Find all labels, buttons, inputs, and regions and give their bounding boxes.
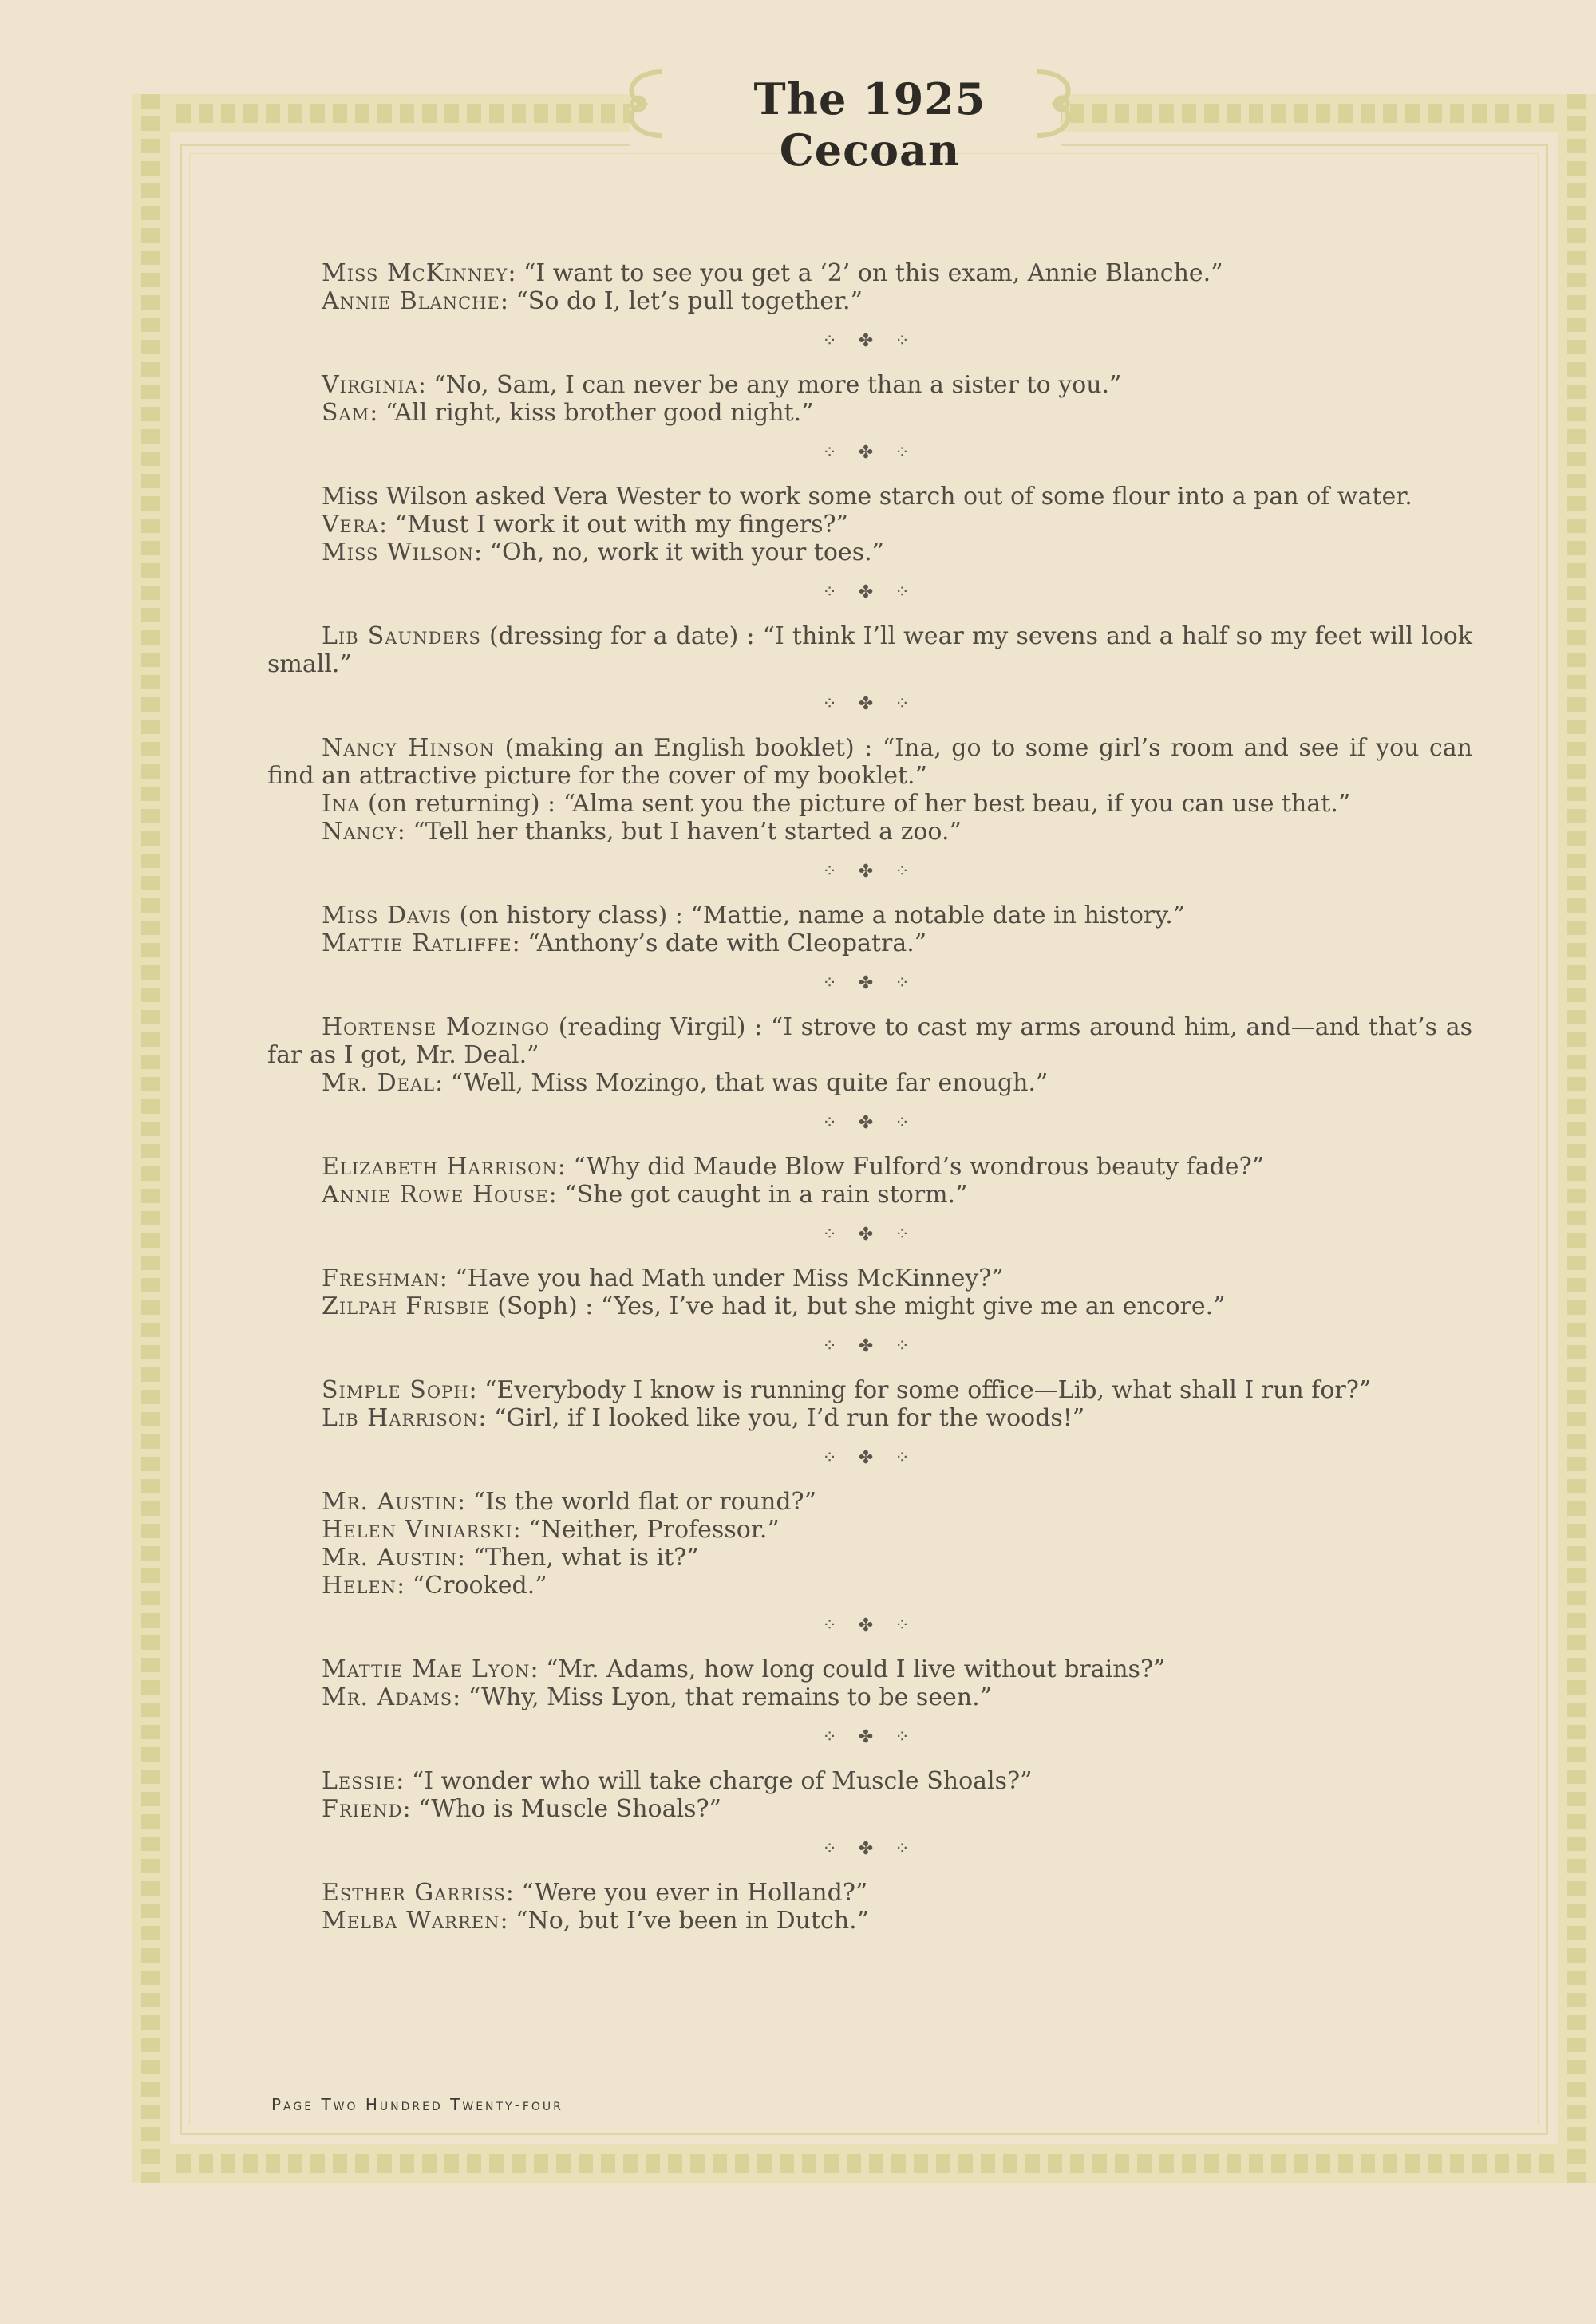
speaker-name: Virginia — [322, 371, 418, 399]
speaker-name: Ina — [322, 790, 361, 818]
dialogue-text: : “No, Sam, I can never be any more than a sister to you.” — [417, 371, 1122, 399]
speaker-name: Sam — [322, 399, 370, 427]
speaker-name: Miss Wilson — [322, 539, 475, 566]
speaker-name: Lessie — [322, 1767, 397, 1795]
dialogue-text: : “So do I, let’s pull together.” — [500, 287, 863, 315]
dialogue-text: (dressing for a date) : “I think I’ll wear my sevens and a half so my feet will look small.” — [267, 622, 1472, 678]
dialogue-entry — [267, 1013, 1472, 1097]
dialogue-text: (on history class) : “Mattie, name a notable date in history.” — [451, 902, 1186, 929]
speaker-name: Nancy — [322, 818, 397, 846]
dialogue-entry — [267, 1376, 1472, 1432]
dialogue-entry — [267, 1767, 1472, 1823]
dialogue-text: : “Who is Muscle Shoals?” — [402, 1795, 721, 1823]
dialogue-text: : “Everybody I know is running for some office—Lib, what shall I run for?” — [468, 1376, 1372, 1404]
dialogue-entry — [267, 902, 1472, 957]
dialogue-text: : “Crooked.” — [397, 1572, 547, 1600]
dialogue-line — [267, 1795, 1472, 1823]
dialogue-line — [267, 1404, 1472, 1432]
ornament-separator-icon: ⁘ ✤ ⁘ — [822, 694, 918, 714]
speaker-name: Nancy Hinson — [322, 734, 496, 762]
dialogue-line — [267, 511, 1472, 539]
dialogue-line — [267, 1879, 1472, 1907]
dialogue-text: : “She got caught in a rain storm.” — [548, 1181, 968, 1209]
speaker-name: Annie Blanche — [322, 287, 500, 315]
dialogue-text: : “Girl, if I looked like you, I’d run for the woods!” — [478, 1404, 1085, 1432]
dialogue-text: : “Is the world flat or round?” — [457, 1488, 816, 1516]
dialogue-line — [267, 1488, 1472, 1516]
dialogue-line — [267, 1907, 1472, 1935]
dialogue-line — [267, 622, 1472, 678]
speaker-name: Miss McKinney — [322, 259, 508, 287]
dialogue-entry — [267, 622, 1472, 678]
dialogue-text: : “Why, Miss Lyon, that remains to be seen.” — [452, 1683, 992, 1711]
dialogue-text: (on returning) : “Alma sent you the picture of her best beau, if you can use that.” — [360, 790, 1351, 818]
dialogue-entry — [267, 1153, 1472, 1209]
speaker-name: Mattie Ratliffe — [322, 929, 512, 957]
dialogue-text: : “Then, what is it?” — [457, 1544, 699, 1572]
dialogue-line — [267, 1544, 1472, 1572]
dialogue-text: : “Mr. Adams, how long could I live without brains?” — [530, 1655, 1166, 1683]
speaker-name: Freshman — [322, 1265, 440, 1292]
ornament-separator-icon: ⁘ ✤ ⁘ — [822, 1839, 918, 1859]
page-number: Page Two Hundred Twenty-four — [271, 2095, 563, 2114]
dialogue-entry — [267, 1655, 1472, 1711]
ornament-separator-icon: ⁘ ✤ ⁘ — [822, 973, 918, 993]
dialogue-line — [267, 1181, 1472, 1209]
entry-intro: Miss Wilson asked Vera Wester to work some starch out of some flour into a pan of water. — [322, 483, 1412, 511]
dialogue-line — [267, 539, 1472, 566]
dialogue-text: : “Well, Miss Mozingo, that was quite far enough.” — [435, 1069, 1049, 1097]
dialogue-line — [267, 1069, 1472, 1097]
speaker-name: Melba Warren — [322, 1907, 500, 1935]
speaker-name: Friend — [322, 1795, 403, 1823]
dialogue-text: : “Were you ever in Holland?” — [505, 1879, 868, 1907]
speaker-name: Lib Saunders — [322, 622, 481, 650]
speaker-name: Helen Viniarski — [322, 1516, 513, 1544]
ornament-separator-icon: ⁘ ✤ ⁘ — [822, 582, 918, 602]
speaker-name: Elizabeth Harrison — [322, 1153, 558, 1181]
dialogue-line — [267, 1153, 1472, 1181]
dialogue-text: (Soph) : “Yes, I’ve had it, but she might give me an encore.” — [489, 1292, 1226, 1320]
dialogue-line — [267, 790, 1472, 818]
dialogue-line — [267, 1767, 1472, 1795]
ornament-separator-icon: ⁘ ✤ ⁘ — [822, 1448, 918, 1468]
dialogue-line — [267, 1516, 1472, 1544]
dialogue-text: (reading Virgil) : “I strove to cast my arms around him, and—and that’s as far as I got, Mr. Deal.” — [267, 1013, 1472, 1069]
speaker-name: Zilpah Frisbie — [322, 1292, 490, 1320]
page-title: The 1925 Cecoan — [753, 73, 986, 176]
speaker-name: Lib Harrison — [322, 1404, 479, 1432]
dialogue-entry — [267, 259, 1472, 315]
ornament-separator-icon: ⁘ ✤ ⁘ — [822, 862, 918, 882]
dialogue-entry — [267, 371, 1472, 427]
speaker-name: Mr. Austin — [322, 1488, 458, 1516]
dialogue-entry — [267, 1879, 1472, 1935]
dialogue-text: : “All right, kiss brother good night.” — [369, 399, 814, 427]
speaker-name: Mr. Adams — [322, 1683, 453, 1711]
dialogue-line — [267, 399, 1472, 427]
dialogue-line — [267, 1376, 1472, 1404]
dialogue-line — [267, 259, 1472, 287]
speaker-name: Simple Soph — [322, 1376, 469, 1404]
dialogue-line — [267, 287, 1472, 315]
speaker-name: Hortense Mozingo — [322, 1013, 551, 1041]
dialogue-line — [267, 1683, 1472, 1711]
ornament-separator-icon: ⁘ ✤ ⁘ — [822, 1727, 918, 1747]
dialogue-entry — [267, 1265, 1472, 1320]
dialogue-text: : “Must I work it out with my fingers?” — [378, 511, 848, 539]
border-left-band — [132, 94, 170, 2183]
dialogue-line — [267, 1292, 1472, 1320]
ornament-separator-icon: ⁘ ✤ ⁘ — [822, 331, 918, 351]
speaker-name: Esther Garriss — [322, 1879, 506, 1907]
dialogue-line — [267, 371, 1472, 399]
ornament-separator-icon: ⁘ ✤ ⁘ — [822, 1336, 918, 1356]
dialogue-line — [267, 929, 1472, 957]
speaker-name: Annie Rowe House — [322, 1181, 549, 1209]
dialogue-line — [267, 734, 1472, 790]
dialogue-line — [267, 1265, 1472, 1292]
dialogue-text: : “Why did Maude Blow Fulford’s wondrous beauty fade?” — [557, 1153, 1264, 1181]
ornament-separator-icon: ⁘ ✤ ⁘ — [822, 443, 918, 463]
border-right-band — [1558, 94, 1596, 2183]
speaker-name: Helen — [322, 1572, 397, 1600]
dialogue-line — [267, 1572, 1472, 1600]
dialogue-text: : “No, but I’ve been in Dutch.” — [500, 1907, 870, 1935]
speaker-name: Vera — [322, 511, 379, 539]
dialogue-entry — [267, 483, 1472, 566]
dialogue-text: : “Tell her thanks, but I haven’t started a zoo.” — [397, 818, 962, 846]
scroll-ornament-left-icon — [614, 64, 670, 144]
speaker-name: Mr. Deal — [322, 1069, 436, 1097]
dialogue-entry — [267, 734, 1472, 846]
ornament-separator-icon: ⁘ ✤ ⁘ — [822, 1113, 918, 1133]
speaker-name: Miss Davis — [322, 902, 452, 929]
dialogue-text: : “Anthony’s date with Cleopatra.” — [512, 929, 927, 957]
speaker-name: Mattie Mae Lyon — [322, 1655, 531, 1683]
ornament-separator-icon: ⁘ ✤ ⁘ — [822, 1225, 918, 1245]
speaker-name: Mr. Austin — [322, 1544, 458, 1572]
jokes-content — [267, 259, 1472, 1935]
dialogue-text: : “Neither, Professor.” — [512, 1516, 780, 1544]
dialogue-text: (making an English booklet) : “Ina, go to some girl’s room and see if you can find an attractive picture for the cover of my booklet.” — [267, 734, 1472, 790]
border-bottom-band — [132, 2144, 1596, 2183]
dialogue-text: : “Have you had Math under Miss McKinney?” — [439, 1265, 1004, 1292]
ornament-separator-icon: ⁘ ✤ ⁘ — [822, 1616, 918, 1635]
dialogue-text: : “I wonder who will take charge of Muscle Shoals?” — [396, 1767, 1033, 1795]
dialogue-line — [267, 902, 1472, 929]
dialogue-line — [267, 1655, 1472, 1683]
dialogue-text: : “I want to see you get a ‘2’ on this exam, Annie Blanche.” — [508, 259, 1223, 287]
dialogue-line — [267, 1013, 1472, 1069]
dialogue-text: : “Oh, no, work it with your toes.” — [474, 539, 884, 566]
dialogue-entry — [267, 1488, 1472, 1600]
dialogue-line — [267, 818, 1472, 846]
